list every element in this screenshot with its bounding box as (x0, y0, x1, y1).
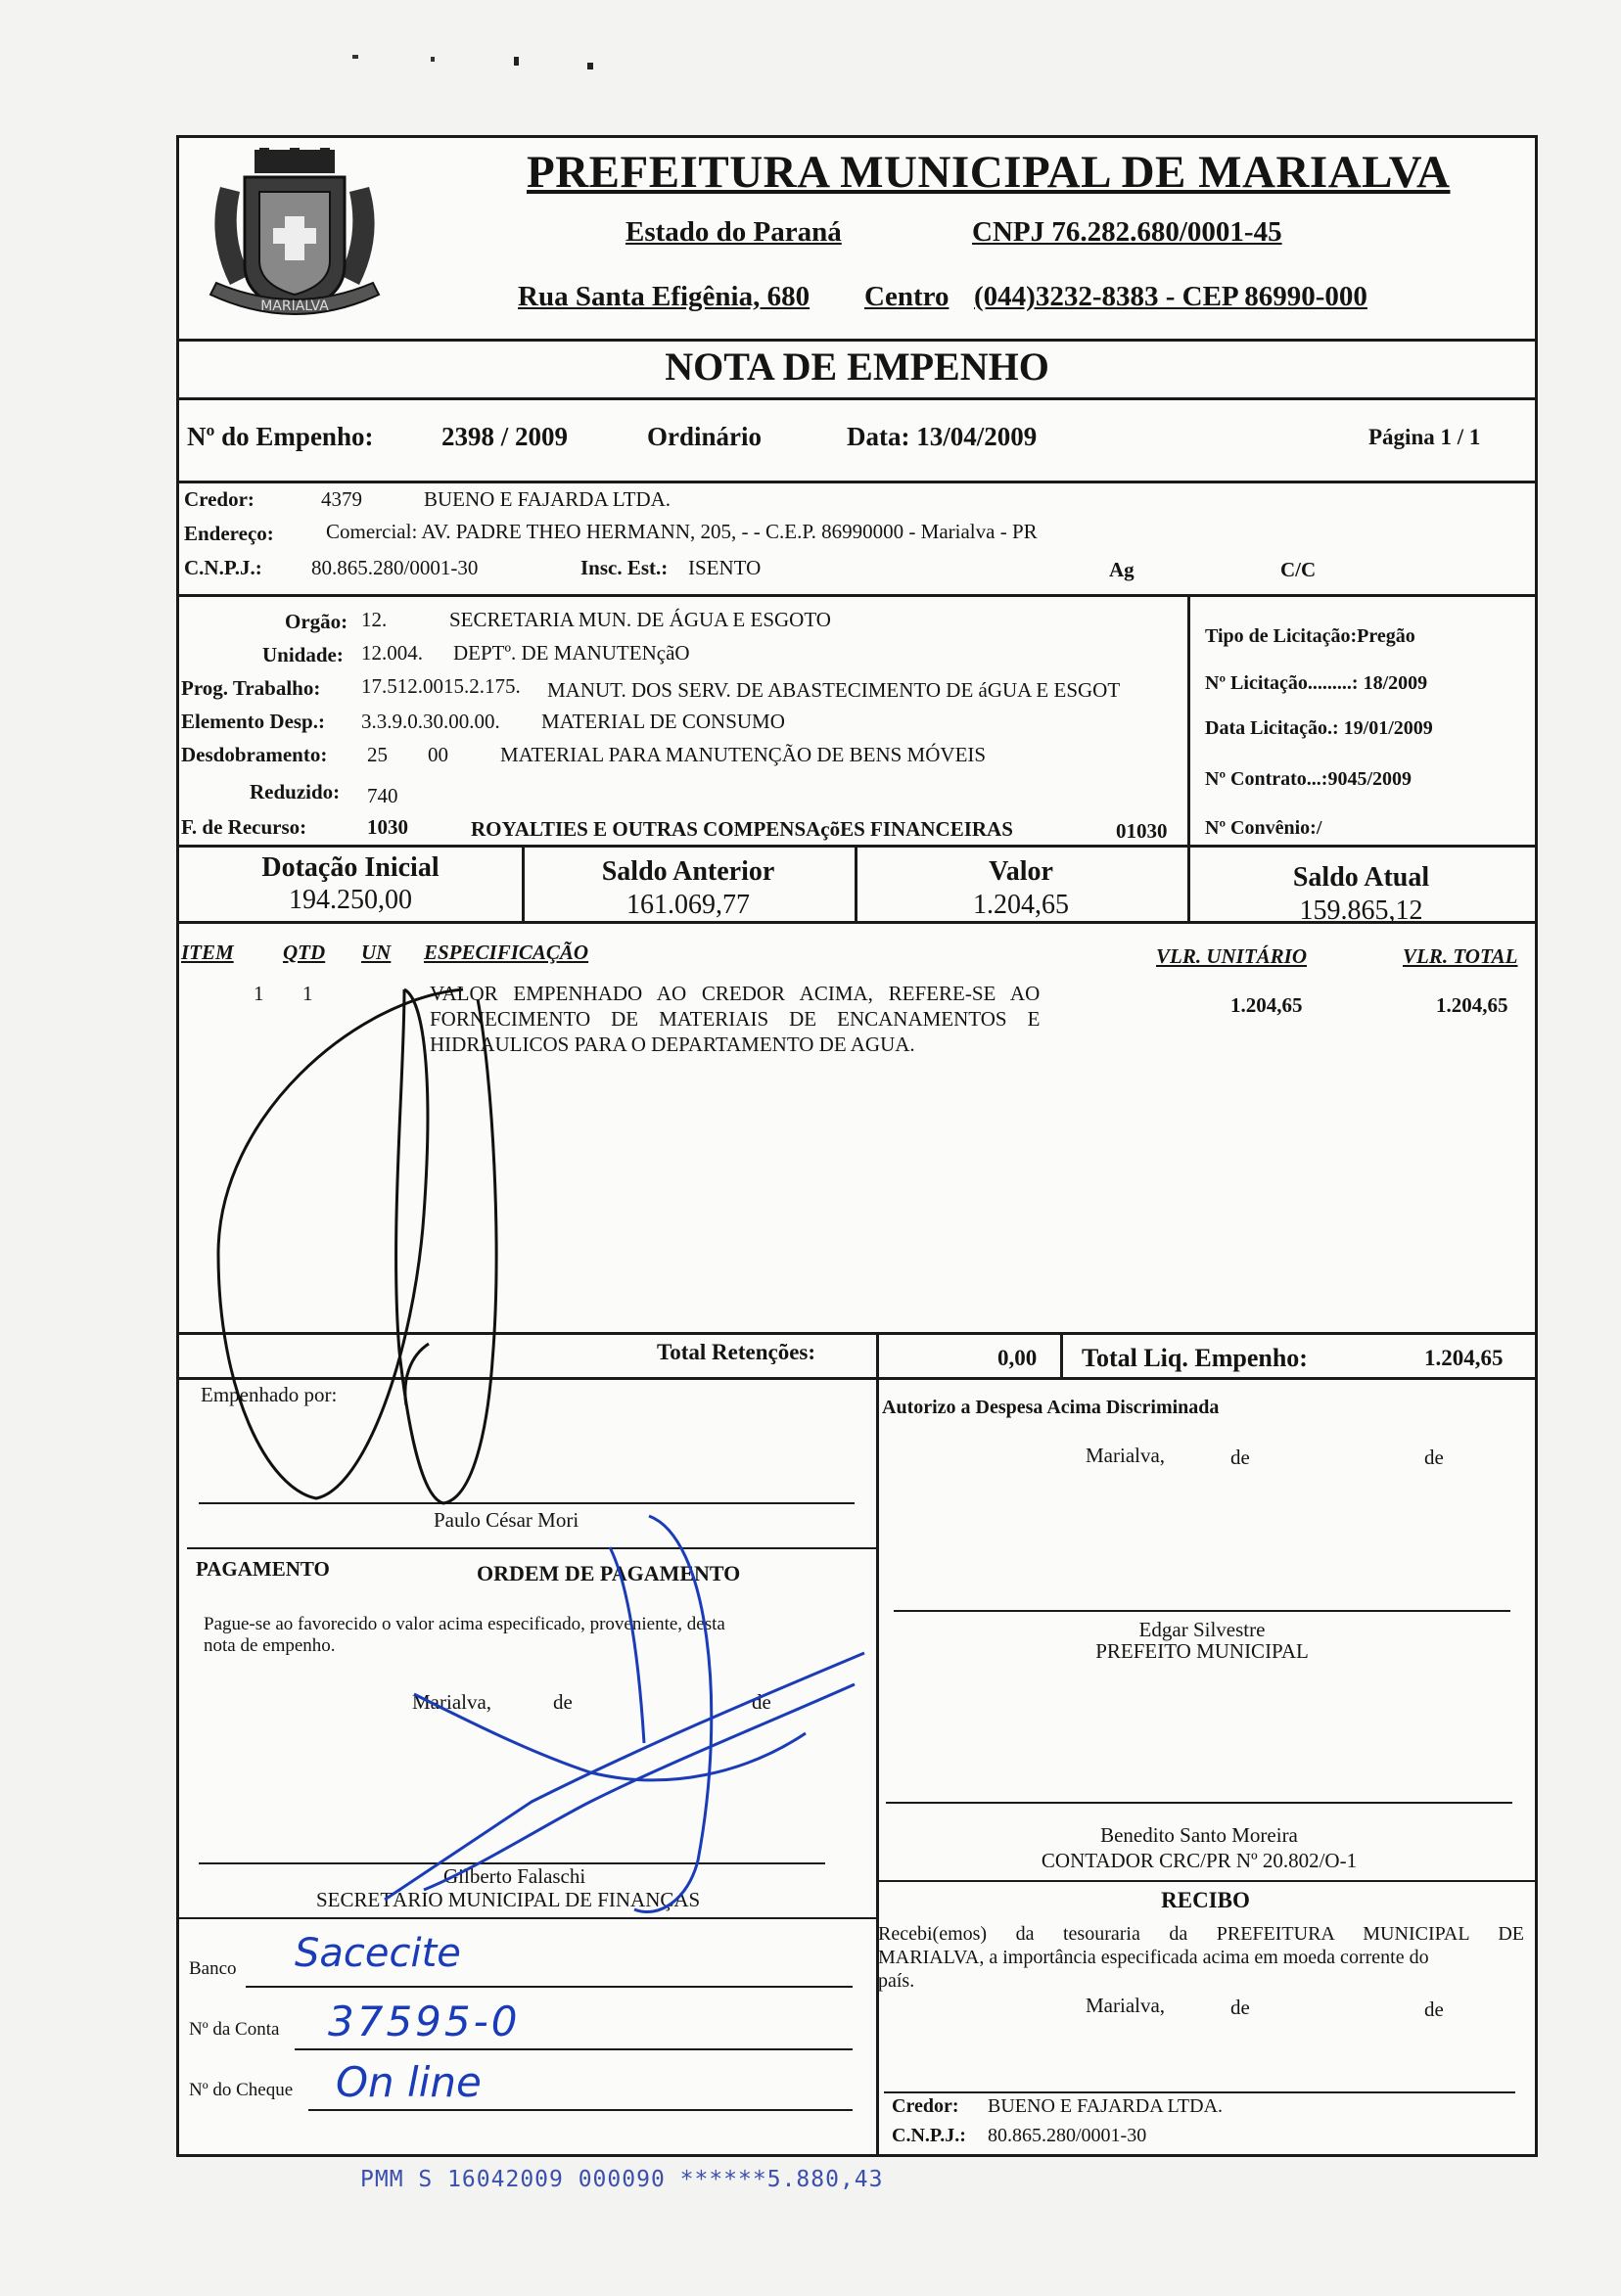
orgao-code: 12. (361, 608, 388, 631)
autorizo-place: Marialva, (1086, 1444, 1166, 1467)
credor-cnpj: 80.865.280/0001-30 (311, 556, 479, 579)
desdobramento-sub: 00 (428, 743, 448, 766)
page-number: Página 1 / 1 (1368, 425, 1481, 449)
cheque-handwritten: On line (336, 2058, 482, 2106)
recibo-cnpj-label: C.N.P.J.: (892, 2125, 966, 2146)
col-qtd: QTD (283, 941, 326, 964)
col-total-value: VLR. TOTAL (1403, 944, 1518, 968)
pagamento-label: PAGAMENTO (196, 1557, 330, 1581)
recibo-title: RECIBO (1161, 1888, 1250, 1912)
item-unit-value: 1.204,65 (1230, 993, 1303, 1017)
retencoes-label: Total Retenções: (657, 1340, 816, 1364)
contador-signer: Benedito Santo Moreira (1100, 1823, 1298, 1847)
orgao-desc: SECRETARIA MUN. DE ÁGUA E ESGOTO (449, 608, 831, 631)
col-un: UN (361, 941, 392, 964)
document-title: NOTA DE EMPENHO (665, 344, 1049, 389)
item-spec-line1: VALOR EMPENHADO AO CREDOR ACIMA, REFERE-SE AO (430, 982, 1041, 1005)
agency-label: Ag (1109, 558, 1135, 581)
pagamento-text-1: Pague-se ao favorecido o valor acima especificado, proveniente, desta (204, 1614, 725, 1634)
prefeito-signer: Edgar Silvestre (1138, 1618, 1266, 1641)
recurso-label: F. de Recurso: (181, 815, 307, 839)
item-spec-line2: FORNECIMENTO DE MATERIAIS DE ENCANAMENTOS E (430, 1007, 1041, 1031)
financas-signer: Gilberto Falaschi (443, 1864, 586, 1888)
col-spec: ESPECIFICAÇÃO (424, 941, 589, 964)
desdobramento-code: 25 (367, 743, 388, 766)
saldo-atual-label: Saldo Atual (1292, 862, 1430, 893)
item-number: 1 (254, 982, 264, 1005)
header-district: Centro (864, 281, 949, 312)
autorizo-de-2: de (1424, 1446, 1444, 1469)
recibo-de-2: de (1424, 1998, 1444, 2021)
unidade-code: 12.004. (361, 641, 423, 665)
recibo-text-3: país. (878, 1970, 915, 1992)
prog-label: Prog. Trabalho: (181, 676, 321, 700)
col-item: ITEM (181, 941, 234, 964)
saldo-anterior-value: 161.069,77 (626, 890, 750, 920)
recibo-text-2: MARIALVA, a importância especificada acima em moeda corrente do (878, 1947, 1429, 1968)
recurso-code: 1030 (367, 815, 408, 839)
account-label: C/C (1280, 558, 1317, 581)
cnpj-label: C.N.P.J.: (184, 556, 262, 579)
recurso-number: 01030 (1116, 819, 1168, 843)
nota-de-empenho-form (176, 135, 1538, 2157)
conta-label: Nº da Conta (189, 2019, 280, 2040)
empenhado-por-label: Empenhado por: (201, 1383, 338, 1406)
recibo-text-1: Recebi(emos) da tesouraria da PREFEITURA MUNICIPAL DE (878, 1923, 1524, 1945)
dotacao-value: 194.250,00 (289, 885, 412, 915)
header-title: PREFEITURA MUNICIPAL DE MARIALVA (527, 147, 1451, 198)
empenho-label: Nº do Empenho: (187, 422, 374, 451)
prog-code: 17.512.0015.2.175. (361, 674, 521, 698)
col-unit-value: VLR. UNITÁRIO (1156, 944, 1308, 968)
desdobramento-desc: MATERIAL PARA MANUTENÇÃO DE BENS MÓVEIS (500, 743, 987, 766)
desdobramento-label: Desdobramento: (181, 743, 328, 766)
pagamento-place: Marialva, (412, 1690, 492, 1714)
valor-label: Valor (989, 856, 1053, 887)
header-phone-cep: (044)3232-8383 - CEP 86990-000 (974, 281, 1367, 312)
recibo-de-1: de (1230, 1996, 1250, 2019)
unidade-desc: DEPTº. DE MANUTENçãO (453, 641, 690, 665)
prefeito-title: PREFEITO MUNICIPAL (1095, 1639, 1309, 1663)
recibo-place: Marialva, (1086, 1994, 1166, 2017)
liquido-value: 1.204,65 (1424, 1346, 1504, 1370)
recurso-desc: ROYALTIES E OUTRAS COMPENSAçõES FINANCEIRAS (471, 817, 1013, 841)
conta-handwritten: 37595-0 (328, 1998, 521, 2045)
ordem-pagamento-label: ORDEM DE PAGAMENTO (477, 1561, 741, 1585)
scan-specks (343, 49, 636, 78)
header-state: Estado do Paraná (625, 216, 842, 248)
reduzido-label: Reduzido: (250, 780, 341, 804)
contrato-numero: Nº Contrato...:9045/2009 (1205, 768, 1413, 790)
dotacao-label: Dotação Inicial (261, 852, 440, 883)
credor-label: Credor: (184, 487, 255, 511)
pagamento-de-2: de (752, 1690, 771, 1714)
prog-desc: MANUT. DOS SERV. DE ABASTECIMENTO DE áGUA E ESGOT (547, 678, 1121, 702)
saldo-atual-value: 159.865,12 (1299, 895, 1423, 926)
recibo-credor-label: Credor: (892, 2095, 959, 2117)
header-cnpj: CNPJ 76.282.680/0001-45 (972, 216, 1282, 248)
empenho-date: Data: 13/04/2009 (847, 422, 1038, 451)
elemento-code: 3.3.9.0.30.00.00. (361, 710, 500, 733)
address-label: Endereço: (184, 522, 274, 545)
cheque-label: Nº do Cheque (189, 2080, 294, 2100)
saldo-anterior-label: Saldo Anterior (601, 856, 775, 887)
liquido-label: Total Liq. Empenho: (1082, 1344, 1308, 1372)
empenhado-signer: Paulo César Mori (434, 1508, 579, 1532)
machine-stamp: PMM S 16042009 000090 ******5.880,43 (360, 2167, 884, 2192)
insc-label: Insc. Est.: (580, 556, 669, 579)
retencoes-value: 0,00 (997, 1346, 1038, 1370)
item-total-value: 1.204,65 (1436, 993, 1508, 1017)
recibo-credor-name: BUENO E FAJARDA LTDA. (988, 2095, 1224, 2117)
pagamento-de-1: de (553, 1690, 573, 1714)
autorizo-label: Autorizo a Despesa Acima Discriminada (882, 1397, 1220, 1418)
licitacao-data: Data Licitação.: 19/01/2009 (1205, 717, 1433, 739)
credor-name: BUENO E FAJARDA LTDA. (424, 487, 672, 511)
empenho-type: Ordinário (647, 422, 763, 451)
empenho-number: 2398 / 2009 (441, 422, 569, 451)
handwritten-signatures (179, 138, 1535, 2154)
convenio-numero: Nº Convênio:/ (1205, 817, 1322, 839)
elemento-label: Elemento Desp.: (181, 710, 325, 733)
recibo-cnpj-value: 80.865.280/0001-30 (988, 2125, 1147, 2146)
header-address: Rua Santa Efigênia, 680 (518, 281, 810, 312)
credor-address: Comercial: AV. PADRE THEO HERMANN, 205, - - C.E.P. 86990000 - Marialva - PR (326, 520, 1038, 543)
elemento-desc: MATERIAL DE CONSUMO (541, 710, 785, 733)
licitacao-tipo: Tipo de Licitação:Pregão (1205, 625, 1415, 647)
autorizo-de-1: de (1230, 1446, 1250, 1469)
banco-label: Banco (189, 1958, 237, 1979)
unidade-label: Unidade: (262, 643, 344, 666)
svg-text:MARIALVA: MARIALVA (260, 298, 329, 314)
credor-code: 4379 (321, 487, 362, 511)
valor-value: 1.204,65 (973, 890, 1069, 920)
item-spec-line3: HIDRAULICOS PARA O DEPARTAMENTO DE AGUA. (430, 1033, 915, 1056)
banco-handwritten: Sacecite (295, 1931, 461, 1976)
orgao-label: Orgão: (285, 610, 348, 633)
contador-title: CONTADOR CRC/PR Nº 20.802/O-1 (1041, 1849, 1358, 1872)
financas-title: SECRETÁRIO MUNICIPAL DE FINANÇAS (316, 1888, 701, 1911)
item-qtd: 1 (302, 982, 313, 1005)
credor-insc: ISENTO (688, 556, 762, 579)
reduzido-value: 740 (367, 784, 398, 807)
licitacao-numero: Nº Licitação.........: 18/2009 (1205, 672, 1428, 694)
pagamento-text-2: nota de empenho. (204, 1635, 336, 1656)
